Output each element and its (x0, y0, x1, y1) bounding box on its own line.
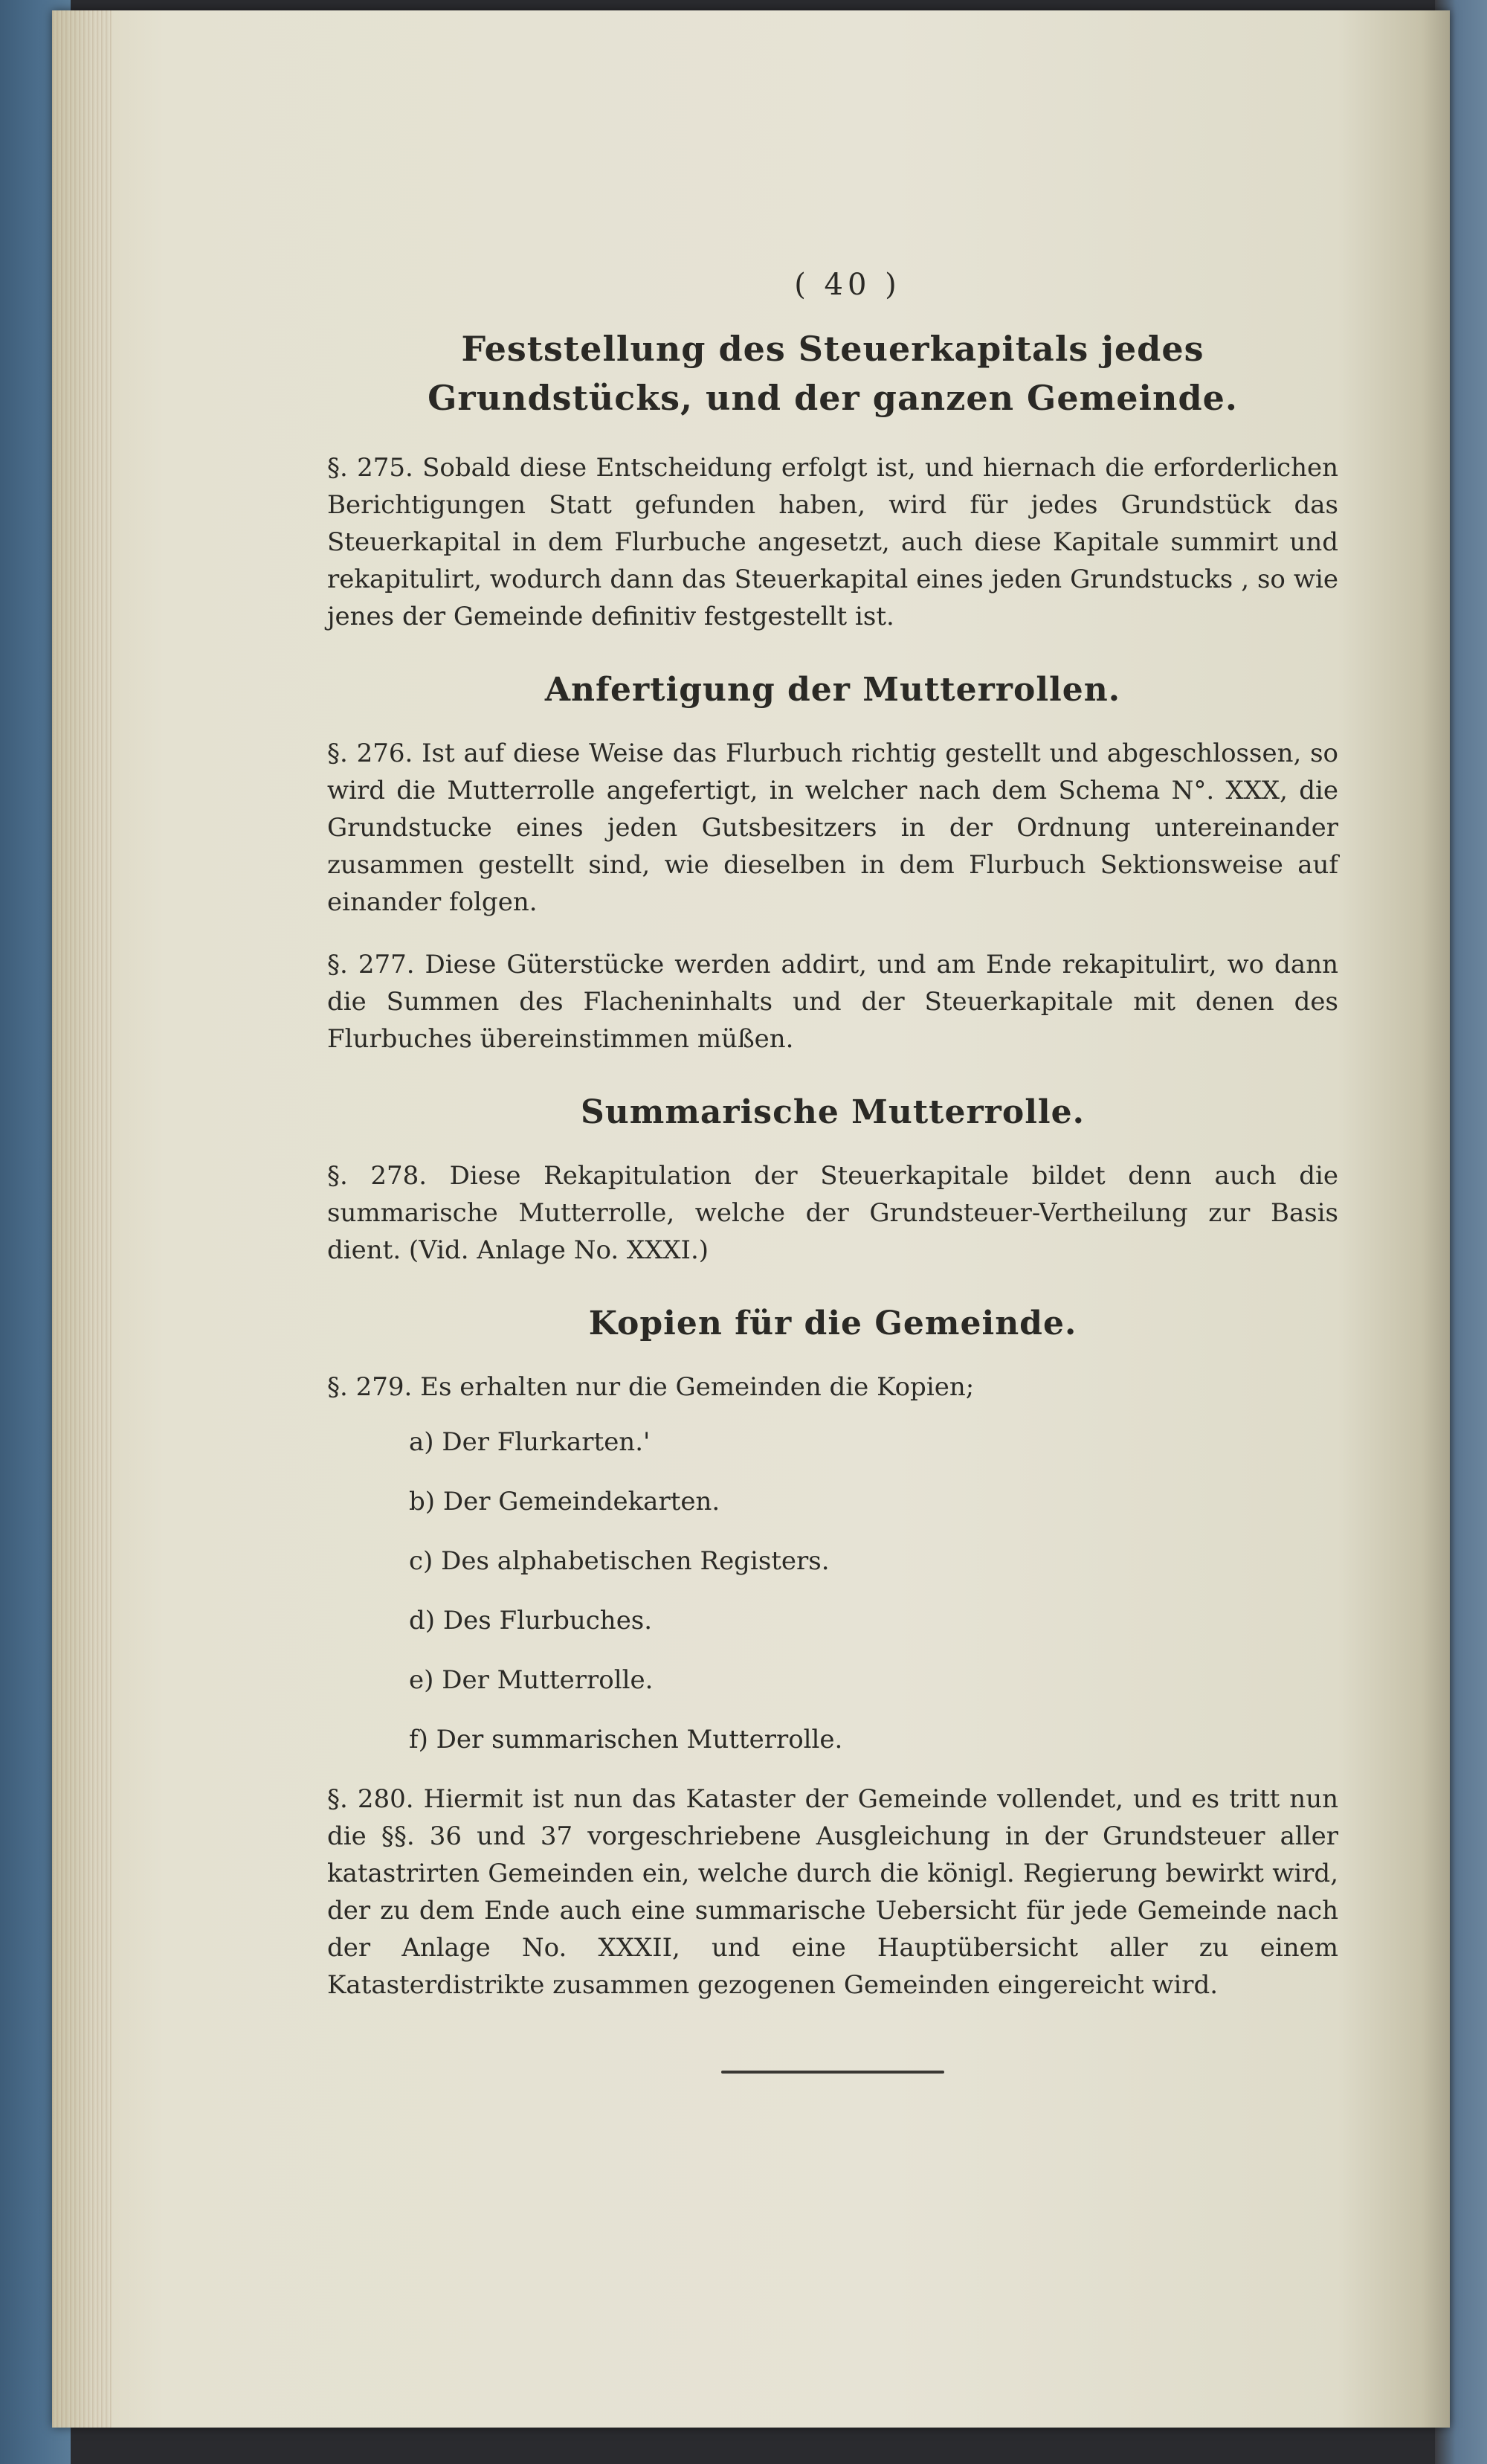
spacer (327, 921, 1338, 946)
paragraph-280: §. 280. Hiermit ist nun das Kataster der Gemeinde vollendet, und es tritt nun die §§. 36 und 37 vorgeschriebene Ausgleichung in der Grundsteuer aller katastrirten Gemeinden ein, welche durch die königl. Regierung bewirkt wird, der zu dem Ende auch eine summarische Uebersicht für jede Gemeinde nach der Anlage No. XXXII, und eine Hauptübersicht aller zu einem Katasterdistrikte zusammen gezogenen Gemeinden eingereicht wird. (327, 1784, 1338, 2000)
page-content (327, 268, 1338, 2074)
heading-summarische: Summarische Mutterrolle. (581, 1093, 1085, 1131)
paragraph-279: §. 279. Es erhalten nur die Gemeinden die Kopien; (327, 1372, 975, 1402)
list-item: b) Der Gemeindekarten. (409, 1487, 720, 1516)
list-item: a) Der Flurkarten.' (409, 1427, 651, 1457)
heading-kopien: Kopien für die Gemeinde. (588, 1305, 1077, 1342)
kopien-list (409, 1424, 1338, 1758)
closing-rule (721, 2071, 944, 2074)
paragraph-276: §. 276. Ist auf diese Weise das Flurbuch richtig gestellt und abgeschlossen, so wird die Mutterrolle angefertigt, in welcher nach dem Schema N°. XXX, die Grundstucke eines jeden Gutsbesitzers in der Ordnung untereinander zusammen gestellt sind, wie dieselben in dem Flurbuch Sektionsweise auf einander folgen. (327, 739, 1338, 917)
paragraph-278: §. 278. Diese Rekapitulation der Steuerkapitale bildet denn auch die summarische Mutterrolle, welche der Grundsteuer-Vertheilung zur Basis dient. (Vid. Anlage No. XXXI.) (327, 1161, 1338, 1265)
list-item: c) Des alphabetischen Registers. (409, 1546, 830, 1576)
heading-feststellung: Feststellung des Steuerkapitals jedes Grundstücks, und der ganzen Gemeinde. (428, 329, 1238, 418)
list-item: f) Der summarischen Mutterrolle. (409, 1725, 843, 1754)
list-item: e) Der Mutterrolle. (409, 1665, 654, 1695)
heading-anfertigung: Anfertigung der Mutterrollen. (544, 671, 1121, 709)
paragraph-277: §. 277. Diese Güterstücke werden addirt, und am Ende rekapitulirt, wo dann die Summen des Flacheninhalts und der Steuerkapitale mit denen des Flurbuches übereinstimmen müßen. (327, 950, 1338, 1054)
page-number: ( 40 ) (794, 268, 901, 302)
list-item: d) Des Flurbuches. (409, 1606, 653, 1635)
page-gutter (52, 10, 112, 2428)
paragraph-275: §. 275. Sobald diese Entscheidung erfolgt ist, und hiernach die erforderlichen Berichtigungen Statt gefunden haben, wird für jedes Grundstück das Steuerkapital in dem Flurbuche angesetzt, auch diese Kapitale summirt und rekapitulirt, wodurch dann das Steuerkapital eines jeden Grundstucks , so wie jenes der Gemeinde definitiv festgestellt ist. (327, 453, 1338, 631)
